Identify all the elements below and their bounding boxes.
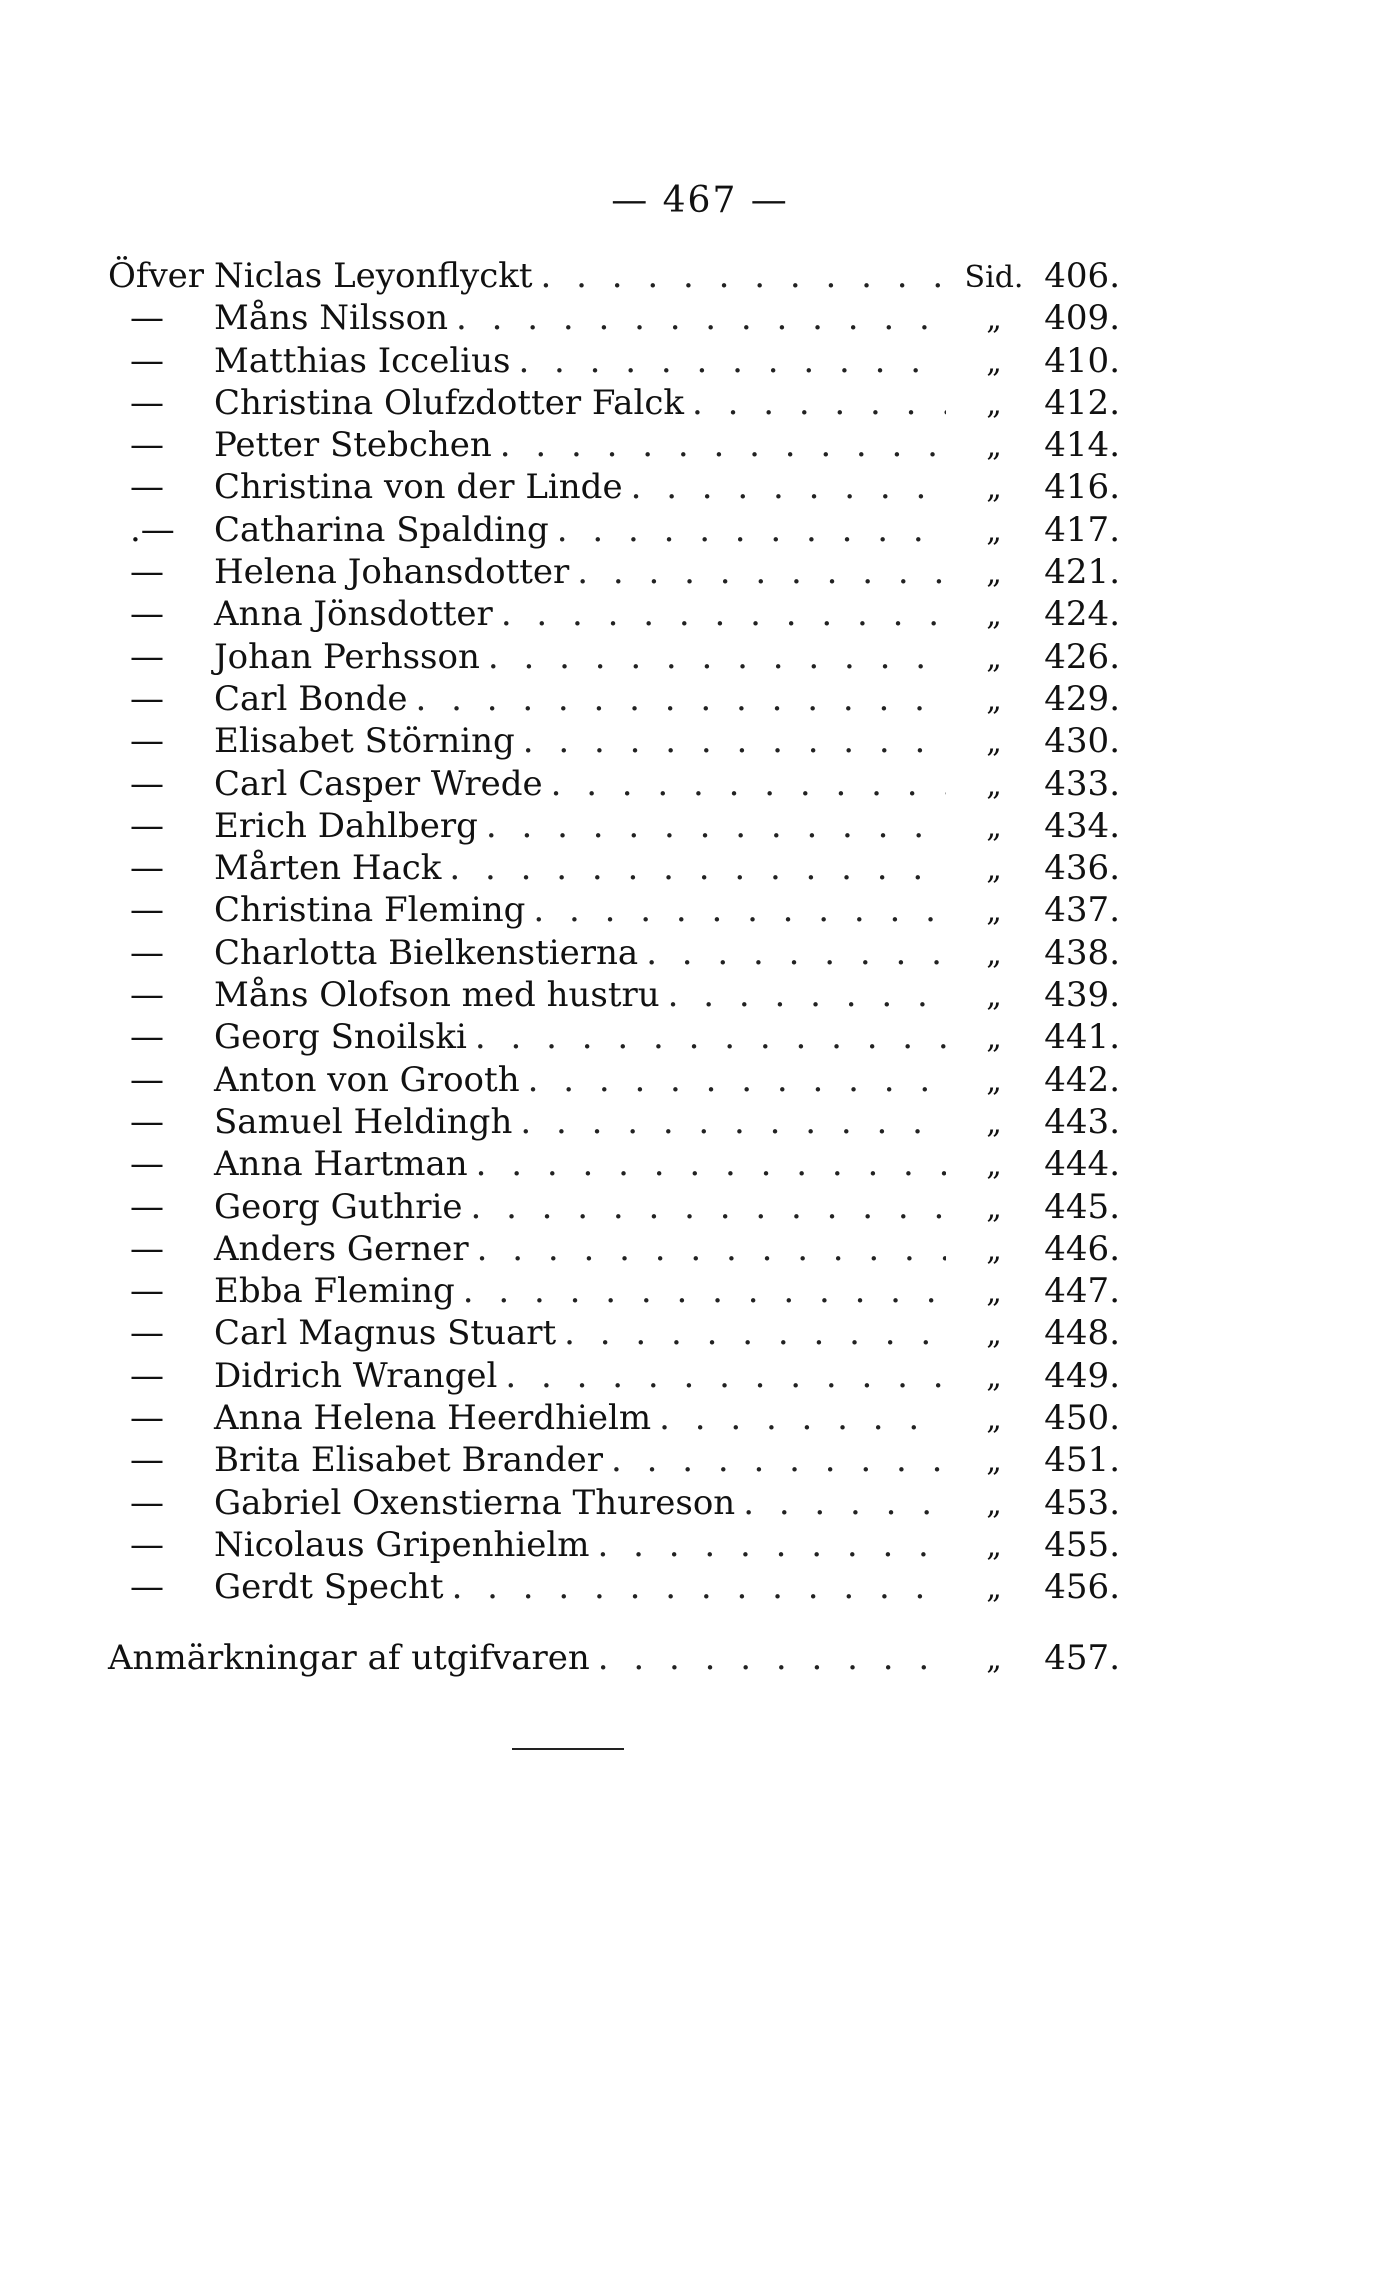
toc-row: [108, 1566, 1120, 1608]
toc-ditto-mark: „: [986, 1486, 1002, 1522]
toc-dot-leader: [659, 1397, 946, 1439]
toc-row: [108, 1016, 1120, 1058]
toc-row: [108, 509, 1120, 551]
toc-lead: —: [130, 1271, 164, 1312]
toc-row: [108, 847, 1120, 889]
toc-page-number: 444.: [1044, 1144, 1120, 1185]
toc-row: [108, 551, 1120, 593]
toc-ditto-mark: „: [986, 852, 1002, 888]
toc-row: [108, 424, 1120, 466]
toc-row: [108, 889, 1120, 931]
toc-page-number: 448.: [1044, 1313, 1120, 1354]
toc-page-number: 417.: [1044, 509, 1120, 550]
toc-page-number: 456.: [1044, 1567, 1120, 1608]
toc-lead: —: [130, 763, 164, 804]
toc-ditto-mark: „: [986, 1105, 1002, 1141]
toc-ditto-mark: „: [986, 429, 1002, 465]
toc-entry-name: Ebba Fleming: [214, 1271, 455, 1312]
toc-dot-leader: [743, 1482, 946, 1524]
table-of-contents: [108, 255, 1120, 1679]
toc-row: [108, 382, 1120, 424]
toc-lead: —: [130, 1355, 164, 1396]
toc-entry-name: Måns Olofson med hustru: [214, 975, 660, 1016]
toc-page-label: Sid.: [964, 260, 1024, 295]
toc-entry-name: Christina Olufzdotter Falck: [214, 382, 684, 423]
toc-ditto-mark: „: [986, 556, 1002, 592]
toc-page-number: 429.: [1044, 678, 1120, 719]
toc-lead: .—: [130, 509, 175, 550]
toc-ditto-mark: „: [986, 344, 1002, 380]
toc-dot-leader: [577, 551, 946, 593]
toc-entry-name: Anna Jönsdotter: [214, 594, 493, 635]
toc-entry-name: Gabriel Oxenstierna Thureson: [214, 1482, 736, 1523]
toc-ditto-mark: „: [986, 1528, 1002, 1564]
toc-ditto-mark: „: [986, 1444, 1002, 1480]
toc-row: [108, 1143, 1120, 1185]
toc-dot-leader: [551, 763, 946, 805]
toc-lead: —: [130, 1101, 164, 1142]
toc-dot-leader: [528, 1059, 946, 1101]
toc-ditto-mark: „: [986, 1275, 1002, 1311]
toc-entry-name: Johan Perhsson: [214, 636, 480, 677]
toc-row: [108, 805, 1120, 847]
toc-dot-leader: [611, 1439, 946, 1481]
toc-page-number: 414.: [1044, 425, 1120, 466]
toc-lead: —: [130, 1398, 164, 1439]
toc-dot-leader: [631, 466, 946, 508]
toc-page-number: 438.: [1044, 932, 1120, 973]
toc-row: [108, 636, 1120, 678]
toc-entry-name: Anna Helena Heerdhielm: [214, 1398, 652, 1439]
toc-lead: —: [130, 1017, 164, 1058]
toc-page-number: 451.: [1044, 1440, 1120, 1481]
toc-page-number: 424.: [1044, 594, 1120, 635]
toc-ditto-mark: „: [986, 1021, 1002, 1057]
toc-entry-name: Catharina Spalding: [214, 509, 549, 550]
toc-dot-leader: [463, 1270, 946, 1312]
toc-lead: —: [130, 848, 164, 889]
toc-page-number: 445.: [1044, 1186, 1120, 1227]
toc-entry-name: Christina von der Linde: [214, 467, 623, 508]
toc-dot-leader: [598, 1524, 946, 1566]
toc-page-number: 421.: [1044, 552, 1120, 593]
toc-entry-name: Samuel Heldingh: [214, 1101, 513, 1142]
toc-lead: —: [130, 721, 164, 762]
toc-ditto-mark: „: [986, 1148, 1002, 1184]
toc-entry-name: Georg Snoilski: [214, 1017, 467, 1058]
toc-entry-name: Måns Nilsson: [214, 298, 448, 339]
toc-dot-leader: [518, 340, 946, 382]
toc-ditto-mark: „: [986, 1359, 1002, 1395]
toc-appendix-name: Anmärkningar af utgifvaren: [108, 1637, 590, 1678]
toc-ditto-mark: „: [986, 471, 1002, 507]
toc-ditto-mark: „: [986, 386, 1002, 422]
toc-row: [108, 678, 1120, 720]
closing-rule: [512, 1748, 624, 1750]
toc-ditto-mark: „: [986, 640, 1002, 676]
toc-page-number: 441.: [1044, 1017, 1120, 1058]
toc-dot-leader: [646, 932, 946, 974]
toc-ditto-mark: „: [986, 1317, 1002, 1353]
toc-lead: —: [130, 382, 164, 423]
toc-dot-leader: [598, 1637, 946, 1679]
toc-gap: [108, 1609, 1120, 1637]
toc-entry-name: Mårten Hack: [214, 848, 442, 889]
toc-entry-name: Petter Stebchen: [214, 425, 492, 466]
toc-page-number: 443.: [1044, 1101, 1120, 1142]
toc-lead: —: [130, 1440, 164, 1481]
toc-row: [108, 932, 1120, 974]
toc-lead: —: [130, 1059, 164, 1100]
toc-dot-leader: [470, 1186, 946, 1228]
toc-dot-leader: [456, 297, 946, 339]
toc-row: [108, 1439, 1120, 1481]
toc-page-number: 433.: [1044, 763, 1120, 804]
toc-entry-name: Charlotta Bielkenstierna: [214, 932, 639, 973]
toc-row: [108, 340, 1120, 382]
toc-row: [108, 297, 1120, 339]
toc-dot-leader: [477, 1228, 946, 1270]
toc-lead: —: [130, 594, 164, 635]
toc-ditto-mark: „: [986, 809, 1002, 845]
toc-dot-leader: [476, 1143, 946, 1185]
toc-lead: —: [130, 678, 164, 719]
toc-dot-leader: [449, 847, 946, 889]
toc-page-number: 416.: [1044, 467, 1120, 508]
toc-dot-leader: [668, 974, 946, 1016]
toc-lead: Öfver: [108, 256, 205, 296]
toc-entry-name: Didrich Wrangel: [214, 1355, 498, 1396]
toc-lead: —: [130, 1313, 164, 1354]
toc-lead: —: [130, 340, 164, 381]
toc-lead: —: [130, 1482, 164, 1523]
toc-dot-leader: [692, 382, 946, 424]
toc-dot-leader: [523, 720, 946, 762]
toc-dot-leader: [557, 509, 946, 551]
toc-dot-leader: [564, 1312, 946, 1354]
toc-ditto-mark: „: [986, 302, 1002, 338]
toc-entry-name: Anna Hartman: [214, 1144, 468, 1185]
toc-ditto-mark: „: [986, 682, 1002, 718]
toc-row: [108, 1101, 1120, 1143]
toc-page-number: 409.: [1044, 298, 1120, 339]
toc-ditto-mark: „: [986, 1641, 1002, 1677]
toc-ditto-mark: „: [986, 1063, 1002, 1099]
toc-entry-name: Carl Casper Wrede: [214, 763, 543, 804]
toc-row: [108, 763, 1120, 805]
toc-page-number: 446.: [1044, 1228, 1120, 1269]
toc-ditto-mark: „: [986, 598, 1002, 634]
toc-entry-name: Anton von Grooth: [214, 1059, 520, 1100]
toc-lead: —: [130, 1144, 164, 1185]
toc-lead: —: [130, 890, 164, 931]
toc-lead: —: [130, 932, 164, 973]
toc-entry-name: Carl Magnus Stuart: [214, 1313, 557, 1354]
toc-page-number: 426.: [1044, 636, 1120, 677]
toc-page-number: 412.: [1044, 382, 1120, 423]
toc-dot-leader: [501, 593, 946, 635]
toc-row: [108, 1397, 1120, 1439]
toc-lead: —: [130, 805, 164, 846]
toc-dot-leader: [488, 636, 946, 678]
toc-ditto-mark: „: [986, 894, 1002, 930]
page-number: — 467 —: [611, 180, 789, 221]
toc-ditto-mark: „: [986, 725, 1002, 761]
toc-dot-leader: [541, 255, 946, 297]
toc-lead: —: [130, 636, 164, 677]
toc-page-number: 410.: [1044, 340, 1120, 381]
toc-page-number: 436.: [1044, 848, 1120, 889]
toc-entry-name: Helena Johansdotter: [214, 552, 570, 593]
toc-ditto-mark: „: [986, 936, 1002, 972]
toc-row: [108, 1524, 1120, 1566]
toc-page-number: 439.: [1044, 975, 1120, 1016]
toc-row: [108, 720, 1120, 762]
toc-page-number: 434.: [1044, 805, 1120, 846]
toc-row: [108, 1312, 1120, 1354]
toc-entry-name: Brita Elisabet Brander: [214, 1440, 604, 1481]
toc-entries: [108, 255, 1120, 1609]
toc-entry-name: Anders Gerner: [214, 1228, 469, 1269]
toc-entry-name: Elisabet Störning: [214, 721, 515, 762]
toc-lead: —: [130, 1186, 164, 1227]
toc-ditto-mark: „: [986, 1571, 1002, 1607]
toc-dot-leader: [500, 424, 946, 466]
toc-ditto-mark: „: [986, 1402, 1002, 1438]
toc-ditto-mark: „: [986, 513, 1002, 549]
toc-row: [108, 1186, 1120, 1228]
toc-row: [108, 1482, 1120, 1524]
toc-ditto-mark: „: [986, 1232, 1002, 1268]
toc-entry-name: Carl Bonde: [214, 678, 408, 719]
toc-lead: —: [130, 975, 164, 1016]
toc-appendix-row: [108, 1637, 1120, 1679]
toc-lead: —: [130, 1524, 164, 1565]
toc-lead: —: [130, 1228, 164, 1269]
toc-lead: —: [130, 552, 164, 593]
toc-page-number: 449.: [1044, 1355, 1120, 1396]
toc-entry-name: Christina Fleming: [214, 890, 526, 931]
toc-page-number: 447.: [1044, 1271, 1120, 1312]
toc-row: [108, 466, 1120, 508]
toc-row: [108, 974, 1120, 1016]
toc-row: [108, 593, 1120, 635]
toc-row: [108, 1228, 1120, 1270]
toc-ditto-mark: „: [986, 1190, 1002, 1226]
toc-lead: —: [130, 425, 164, 466]
toc-page-number: 450.: [1044, 1398, 1120, 1439]
toc-dot-leader: [533, 889, 946, 931]
toc-ditto-mark: „: [986, 767, 1002, 803]
toc-entry-name: Erich Dahlberg: [214, 805, 478, 846]
toc-entry-name: Gerdt Specht: [214, 1567, 444, 1608]
toc-dot-leader: [520, 1101, 946, 1143]
toc-row: [108, 1270, 1120, 1312]
toc-lead: —: [130, 467, 164, 508]
toc-page-number: 437.: [1044, 890, 1120, 931]
toc-entry-name: Nicolaus Gripenhielm: [214, 1524, 590, 1565]
toc-dot-leader: [415, 678, 946, 720]
toc-entry-name: Niclas Leyonflyckt: [214, 256, 533, 296]
toc-dot-leader: [452, 1566, 946, 1608]
toc-row: [108, 1355, 1120, 1397]
toc-dot-leader: [505, 1355, 946, 1397]
toc-lead: —: [130, 298, 164, 339]
toc-lead: —: [130, 1567, 164, 1608]
toc-page-number: 442.: [1044, 1059, 1120, 1100]
toc-ditto-mark: „: [986, 979, 1002, 1015]
toc-page-number: 430.: [1044, 721, 1120, 762]
toc-page-number: 457.: [1044, 1637, 1120, 1678]
toc-row: [108, 255, 1120, 297]
toc-entry-name: Georg Guthrie: [214, 1186, 463, 1227]
toc-page-number: 455.: [1044, 1524, 1120, 1565]
toc-page-number: 453.: [1044, 1482, 1120, 1523]
toc-page-number: 406.: [1044, 256, 1120, 296]
toc-dot-leader: [486, 805, 946, 847]
toc-entry-name: Matthias Iccelius: [214, 340, 511, 381]
toc-row: [108, 1059, 1120, 1101]
toc-dot-leader: [475, 1016, 946, 1058]
